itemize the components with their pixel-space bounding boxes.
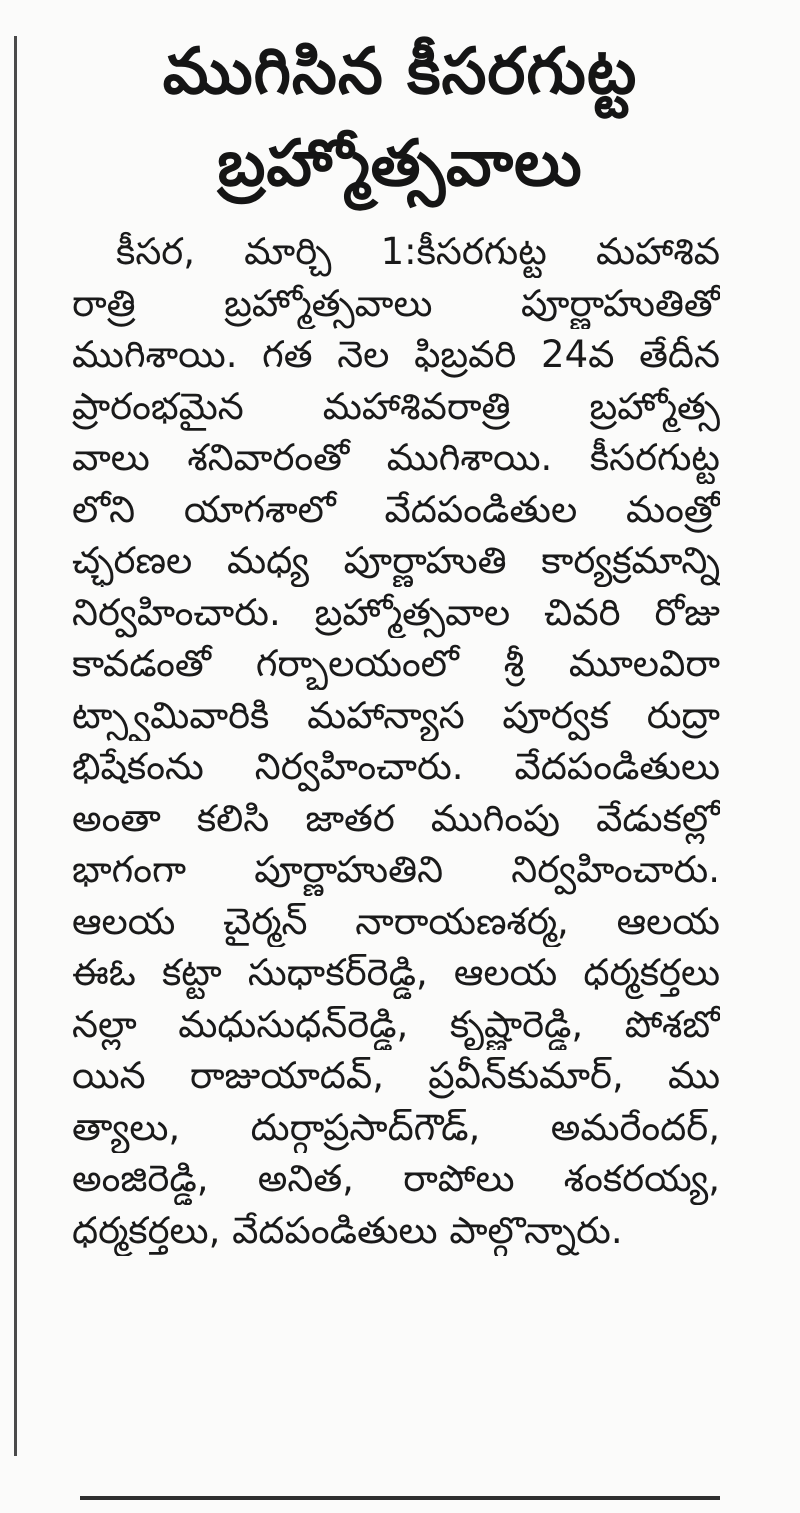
article-line: ఆలయ చైర్మన్ నారాయణశర్మ, ఆలయ — [72, 899, 720, 943]
headline-line: బ్రహ్మోత్సవాలు — [217, 127, 583, 201]
article-line: యిన రాజుయాదవ్, ప్రవీన్‌కుమార్, ము — [72, 1054, 720, 1097]
article-line: ధర్మకర్తలు, వేదపండితులు పాల్గొన్నారు. — [72, 1208, 623, 1252]
article-line: భిషేకంను నిర్వహించారు. వేదపండితులు — [72, 745, 720, 788]
article-line: ట్స్వామివారికి మహాన్యాస పూర్వక రుద్రా — [72, 693, 720, 737]
headline — [40, 26, 760, 210]
article-line: కీసర, మార్చి 1:కీసరగుట్ట మహాశివ — [116, 230, 720, 273]
headline-line: ముగిసిన కీసరగుట్ట — [162, 35, 638, 109]
article-line: త్యాలు, దుర్గాప్రసాద్‌గౌడ్, అమరేందర్, — [72, 1105, 720, 1149]
article-line: అంజిరెడ్డి, అనిత, రాపోలు శంకరయ్య, — [72, 1157, 720, 1200]
article-line: అంతా కలిసి జాతర ముగింపు వేడుకల్లో — [72, 796, 720, 840]
article-line: చ్ఛరణల మధ్య పూర్ణాహుతి కార్యక్రమాన్ని — [72, 539, 720, 582]
column-divider-left — [14, 36, 17, 1456]
article-line: వాలు శనివారంతో ముగిశాయి. కీసరగుట్ట — [72, 436, 720, 479]
article-line: ఈఓ కట్టా సుధాకర్‌రెడ్డి, ఆలయ ధర్మకర్తలు — [72, 951, 720, 994]
article-line: లోని యాగశాలో వేదపండితుల మంత్రో — [72, 487, 720, 531]
bottom-divider — [80, 1496, 720, 1500]
article-line: ముగిశాయి. గత నెల ఫిబ్రవరి 24వ తేదీన — [72, 333, 720, 376]
article-line: నల్లా మధుసుధన్‌రెడ్డి, కృష్ణారెడ్డి, పోశబో — [72, 1002, 720, 1046]
article-line: భాగంగా పూర్ణాహుతిని నిర్వహించారు. — [72, 848, 720, 891]
article-line: కావడంతో గర్భాలయంలో శ్రీ మూలవిరా — [72, 642, 720, 685]
article-line: రాత్రి బ్రహ్మోత్సవాలు పూర్ణాహుతితో — [72, 281, 720, 325]
article-body — [72, 226, 720, 1256]
article-line: నిర్వహించారు. బ్రహ్మోత్సవాల చివరి రోజు — [72, 590, 720, 634]
article-line: ప్రారంభమైన మహాశివరాత్రి బ్రహ్మోత్స — [72, 384, 720, 428]
